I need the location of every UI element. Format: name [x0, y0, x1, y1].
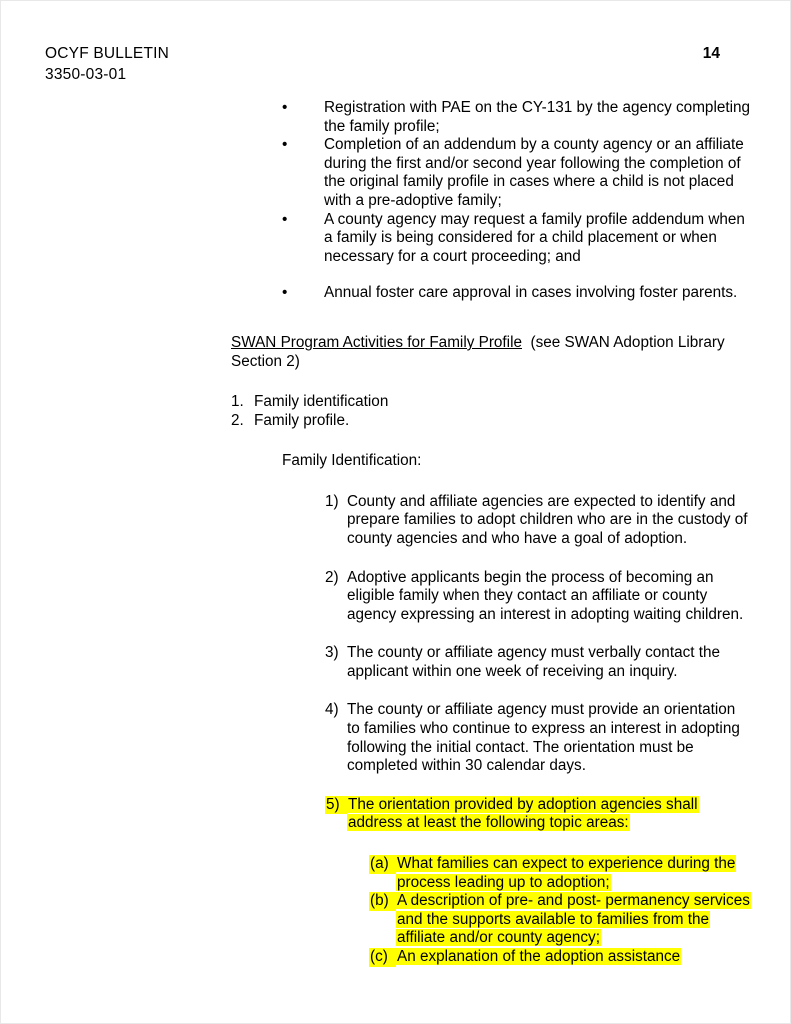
list-marker: 4)	[325, 701, 339, 719]
list-item-text: A county agency may request a family profile addendum when a family is being considered for a child placement or when necessary for a court proceeding; and	[324, 210, 745, 265]
page-header	[45, 43, 744, 87]
list-item-text: The orientation provided by adoption agencies shall address at least the following topic areas:	[348, 795, 698, 832]
bullet-icon: •	[282, 136, 288, 154]
bullet-list	[1, 99, 790, 303]
list-item	[231, 393, 790, 412]
list-item-text: What families can expect to experience during the process leading up to adoption;	[397, 855, 736, 891]
list-item	[325, 493, 750, 549]
numbered-list-decimal	[1, 393, 790, 430]
bullet-icon: •	[282, 210, 288, 228]
bullet-icon: •	[282, 284, 288, 302]
list-item-highlighted	[369, 892, 750, 948]
lettered-sub-list	[1, 855, 790, 967]
section-heading	[231, 333, 750, 371]
list-item	[231, 412, 790, 431]
list-item-text: County and affiliate agencies are expected to identify and prepare families to adopt children who are in the custody of county agencies and who have a goal of adoption.	[347, 492, 748, 547]
list-marker: 2)	[325, 568, 339, 586]
list-marker: 1.	[231, 392, 244, 410]
list-item-text: An explanation of the adoption assistance	[397, 948, 681, 965]
bullet-icon: •	[282, 99, 288, 116]
list-item-text: Family profile.	[254, 411, 350, 429]
list-marker: 2.	[231, 411, 244, 429]
list-marker: 5)	[325, 796, 347, 815]
header-title-line-2: 3350-03-01	[45, 66, 127, 83]
list-item-text: Family identification	[254, 392, 389, 410]
list-item-text: Annual foster care approval in cases involving foster parents.	[324, 284, 738, 302]
list-item-highlighted	[369, 948, 750, 967]
list-marker: (b)	[369, 892, 396, 911]
list-marker: 3)	[325, 644, 339, 662]
section-heading-note: (see SWAN Adoption Library Section 2)	[231, 333, 725, 370]
list-item-text: The county or affiliate agency must verbally contact the applicant within one week of receiving an inquiry.	[347, 644, 720, 680]
list-item-highlighted	[369, 855, 750, 892]
list-item	[282, 136, 750, 210]
list-item	[325, 644, 750, 681]
numbered-list-paren	[1, 493, 790, 833]
list-marker: (c)	[369, 948, 396, 967]
list-item-highlighted	[325, 796, 750, 833]
list-item	[282, 99, 750, 136]
list-item	[282, 284, 750, 303]
list-marker: (a)	[369, 855, 396, 874]
header-document-title	[45, 43, 169, 85]
list-item	[325, 569, 750, 625]
list-item	[282, 211, 750, 267]
page-number: 14	[702, 45, 720, 62]
header-title-line-1: OCYF BULLETIN	[45, 45, 170, 62]
sub-heading: Family Identification:	[282, 452, 422, 470]
list-item-text: Adoptive applicants begin the process of becoming an eligible family when they contact an affiliate or county agency expressing an interest in adopting waiting children.	[347, 568, 744, 623]
list-item-text: Completion of an addendum by a county agency or an affiliate during the first and/or second year following the completion of the original family profile in cases where a child is not placed with a pre-adoptive family;	[324, 136, 744, 209]
list-item-text: A description of pre- and post- permanency services and the supports available to families from the affiliate and/or county agency;	[397, 892, 750, 947]
list-marker: 1)	[325, 492, 339, 510]
list-item	[325, 701, 750, 775]
section-heading-underlined: SWAN Program Activities for Family Profile	[231, 333, 522, 351]
document-body	[1, 99, 790, 967]
list-item-text: Registration with PAE on the CY-131 by the agency completing the family profile;	[324, 99, 751, 135]
list-item-text: The county or affiliate agency must provide an orientation to families who continue to express an interest in adopting following the initial contact. The orientation must be completed within 30 calendar days.	[347, 701, 740, 775]
